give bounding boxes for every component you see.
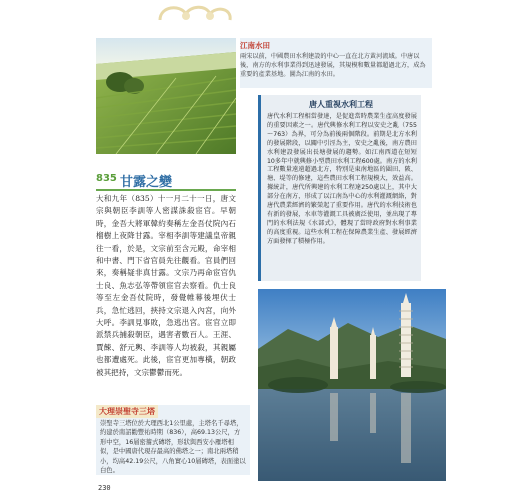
page-number: 230 [98,484,111,492]
pagoda-caption-text: 崇聖寺三塔位於大理西北1公里處，主塔名千尋塔，約建於南詔勸豐祐時期（836），高69.13公尺，方形中空，16層密簷式磚塔，形狀與西安小雁塔相似，是中國唐代現存最高的佛塔之一；南北兩塔稍小，均高42.19公尺，八角實心10層磚塔，表面塗以白色。 [100,420,246,475]
pagoda-caption-box [96,405,250,475]
pagoda-caption-title: 大理崇聖寺三塔 [96,405,158,418]
section-title: 甘露之變 [120,175,173,190]
pagoda-photo [258,289,446,481]
section-body: 大和九年（835）十一月二十一日，唐文宗與朝臣李訓等人密謀誅殺宦官。早朝時，金吾大將軍韓約奏稱左金吾仗院內石榴樹上夜降甘露。宰相李訓等建議皇帝親往一看，於是，文宗前至含元殿，命宰相和中書、門下省官員先往觀看。官員們回來，奏稱疑非真甘露。文宗乃再命宦官仇士良、魚志弘等帶領宦官去察看。仇士良等至左金吾仗院時，發覺帷幕後埋伏士兵，急忙逃回，挾持文宗退入內宮，向外大呼。李訓見事敗，急逃出宮。宦官立即派禁兵捕殺朝臣，遇害者數百人。王涯、賈餗、舒元輿、李訓等人均被殺，其親屬也都遭處死。此後，宦官更加專橫，朝政被其把持，文宗鬱鬱而死。 [96,194,236,377]
decorative-cloud-ornament [150,0,240,26]
section-number: 835 [96,173,117,184]
field-caption-title: 江南水田 [240,41,270,50]
field-caption-box [240,38,432,88]
rice-field-photo [96,38,236,154]
feature-title: 唐人重視水利工程 [309,100,373,109]
section-header [96,171,236,191]
feature-body: 唐代水利工程相當發達，是促進當時農業生產高度發展的重要因素之一。唐代興修水利工程以安史之亂（755～763）為界，可分為前後兩個階段。前期是北方水利的發展階段，以關中引涇為主，安史之亂後，南方農田水利建設發展出長塘發展的趨勢。如江南西道在短短10多年中就興修小型農田水利工程600處。南方的水利工程數量遠遠超過北方，特別是東南地區的圍田、陂、塘、堤等的修建，這些農田水利工程規模大，效益高。據統計，唐代所興建的水利工程達250處以上，其中大部分在南方，形成了以江南為中心的水利灌溉網絡，對唐代農業經濟的繁榮起了重要作用。唐代的水利技術也有新的發展，水車等灌溉工具被廣泛使用，並出現了專門的水利法規《水部式》，體現了當時政府對水利事業的高度重視。這些水利工程在保障農業生產、發展經濟方面發揮了積極作用。 [267,113,417,245]
field-caption-text: 兩宋以前，中國農田水利建設的中心一直在北方黃河流域。中唐以後，南方的水利事業得到迅速發展，其規模和數量都超過北方，成為重要的產業基地。圖為江南的水田。 [240,53,426,78]
feature-box [258,95,421,281]
